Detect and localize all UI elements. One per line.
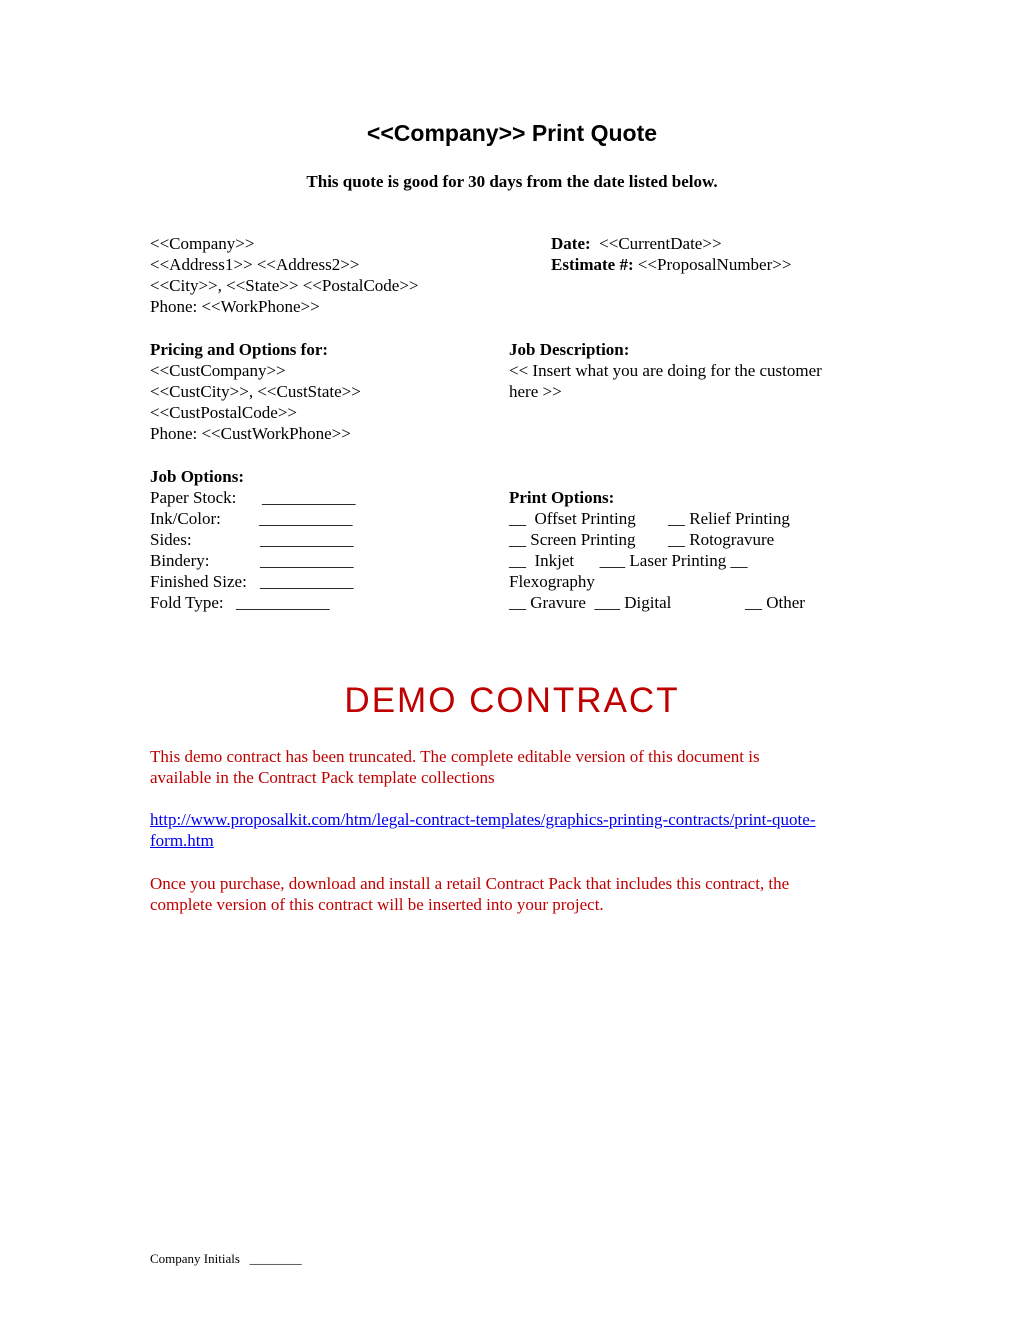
offset-printing-option: __ Offset Printing (509, 509, 636, 528)
bindery-blank: ___________ (260, 551, 354, 570)
relief-printing-option: __ Relief Printing (668, 509, 790, 528)
job-options-heading: Job Options: (150, 467, 244, 486)
sides-blank: ___________ (260, 530, 354, 549)
demo-notice-line1: This demo contract has been truncated. The complete editable version of this document is (150, 747, 760, 766)
footer-initials (150, 1248, 302, 1269)
job-description-heading: Job Description: (509, 340, 630, 359)
sides-label: Sides: (150, 530, 192, 549)
demo-contract-title: DEMO CONTRACT (344, 681, 680, 720)
company-initials-label: Company Initials (150, 1251, 240, 1266)
gravure-digital-option: __ Gravure ___ Digital (509, 593, 672, 612)
pricing-heading: Pricing and Options for: (150, 340, 329, 359)
inkjet-laser-option: __ Inkjet ___ Laser Printing __ (509, 551, 748, 570)
paper-stock-blank: ___________ (262, 488, 356, 507)
purchase-note-line1: Once you purchase, download and install a retail Contract Pack that includes this contract, the (150, 874, 790, 893)
contract-url-link-continued[interactable]: form.htm (150, 831, 214, 850)
document-title: <<Company>> Print Quote (366, 120, 658, 146)
date-value: <<CurrentDate>> (599, 234, 722, 253)
ink-color-label: Ink/Color: (150, 509, 221, 528)
job-description-line1: << Insert what you are doing for the customer (509, 361, 822, 380)
company-phone: Phone: <<WorkPhone>> (150, 297, 320, 316)
estimate-line (551, 254, 791, 275)
company-initials-blank: ________ (249, 1251, 302, 1266)
job-description-line2: here >> (509, 382, 562, 401)
company-address: <<Address1>> <<Address2>> (150, 255, 360, 274)
finished-size-blank: ___________ (260, 572, 354, 591)
estimate-value: <<ProposalNumber>> (637, 255, 792, 274)
paper-stock-label: Paper Stock: (150, 488, 237, 507)
fold-type-label: Fold Type: (150, 593, 224, 612)
date-line (551, 233, 722, 254)
demo-notice-line2: available in the Contract Pack template collections (150, 768, 495, 787)
other-option: __ Other (745, 593, 805, 612)
ink-color-blank: ___________ (259, 509, 353, 528)
contract-url-link[interactable]: http://www.proposalkit.com/htm/legal-contract-templates/graphics-printing-contracts/print-quote- (150, 810, 816, 829)
estimate-label: Estimate #: (551, 255, 634, 274)
cust-phone: Phone: <<CustWorkPhone>> (150, 424, 351, 443)
finished-size-label: Finished Size: (150, 572, 247, 591)
company-name: <<Company>> (150, 234, 255, 253)
bindery-label: Bindery: (150, 551, 210, 570)
cust-city-state: <<CustCity>>, <<CustState>> (150, 382, 361, 401)
company-city-state: <<City>>, <<State>> <<PostalCode>> (150, 276, 419, 295)
cust-postal-code: <<CustPostalCode>> (150, 403, 297, 422)
date-label: Date: (551, 234, 591, 253)
quote-validity-note: This quote is good for 30 days from the date listed below. (306, 172, 718, 191)
fold-type-blank: ___________ (236, 593, 330, 612)
screen-printing-option: __ Screen Printing (509, 530, 636, 549)
purchase-note-line2: complete version of this contract will be inserted into your project. (150, 895, 604, 914)
cust-company: <<CustCompany>> (150, 361, 286, 380)
print-options-heading: Print Options: (509, 488, 615, 507)
flexography-option: Flexography (509, 572, 595, 591)
rotogravure-option: __ Rotogravure (668, 530, 775, 549)
